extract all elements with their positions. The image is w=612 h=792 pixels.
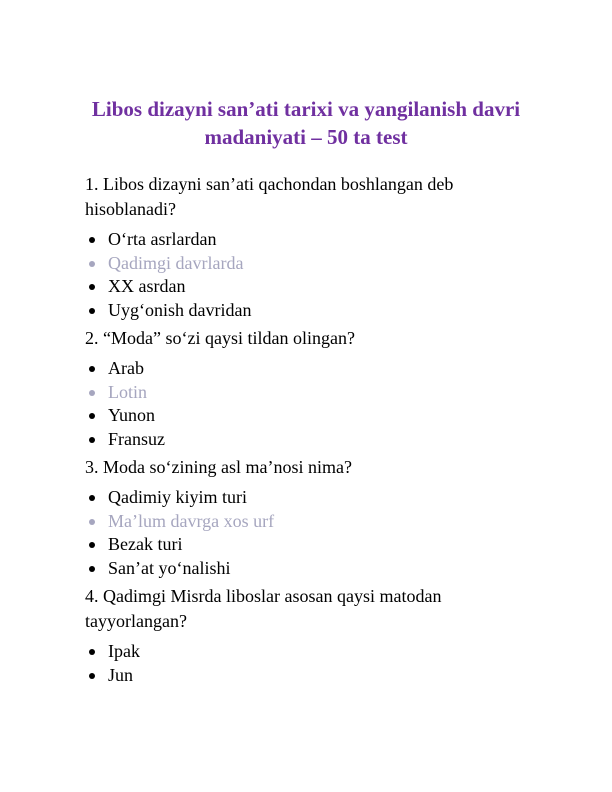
answer-option [85,664,525,688]
answer-option-highlighted [85,252,525,276]
document-title-line-2: madaniyati – 50 ta test [204,125,408,149]
answer-option-label: Ipak [108,641,140,661]
bullet-icon [89,542,95,548]
answer-option-highlighted [85,381,525,405]
answer-option-label: Jun [108,664,134,685]
bullet-icon [89,308,95,314]
question-block-3 [85,455,525,580]
answer-options [85,486,525,580]
answer-options [85,228,525,322]
answer-option-label: Lotin [108,381,147,402]
answer-option-label: Qadimiy kiyim turi [108,487,247,507]
bullet-icon [89,237,95,243]
answer-option-label: O‘rta asrlardan [108,229,217,249]
question-block-2 [85,326,525,451]
answer-option [85,640,525,664]
answer-option-label: Bezak turi [108,534,183,554]
bullet-icon [89,495,95,501]
answer-option-label: San’at yo‘nalishi [108,557,231,578]
bullet-icon [89,437,95,443]
answer-option-label: Fransuz [108,428,165,449]
answer-option-label: Qadimgi davrlarda [108,252,244,273]
answer-option-label: Arab [108,358,144,378]
bullet-icon [89,673,95,679]
question-block-1 [85,172,525,322]
answer-option-label: Yunon [108,405,156,425]
answer-option [85,228,525,252]
question-text: 1. Libos dizayni san’ati qachondan boshlangan deb hisoblanadi? [85,174,454,219]
answer-option-label: Ma’lum davrga xos urf [108,510,275,531]
document-title-line-1: Libos dizayni san’ati tarixi va yangilanish davri [91,97,521,121]
answer-option-highlighted [85,510,525,534]
bullet-icon [89,566,95,572]
bullet-icon [89,390,95,396]
bullet-icon [89,366,95,372]
bullet-icon [89,261,95,267]
document-title [60,95,552,151]
bullet-icon [89,519,95,525]
answer-option [85,486,525,510]
answer-option [85,557,525,581]
answer-option [85,533,525,557]
answer-option [85,428,525,452]
bullet-icon [89,413,95,419]
bullet-icon [89,284,95,290]
answer-options [85,357,525,451]
answer-option-label: Uyg‘onish davridan [108,299,252,320]
question-text: 2. “Moda” so‘zi qaysi tildan olingan? [85,328,355,348]
answer-options [85,640,525,687]
answer-option [85,299,525,323]
answer-option [85,357,525,381]
answer-option [85,404,525,428]
bullet-icon [89,649,95,655]
question-block-4 [85,584,525,687]
question-text: 4. Qadimgi Misrda liboslar asosan qaysi matodan tayyorlangan? [85,586,442,631]
question-list [85,172,525,691]
question-text: 3. Moda so‘zining asl ma’nosi nima? [85,457,352,477]
answer-option [85,275,525,299]
answer-option-label: XX asrdan [108,276,186,296]
